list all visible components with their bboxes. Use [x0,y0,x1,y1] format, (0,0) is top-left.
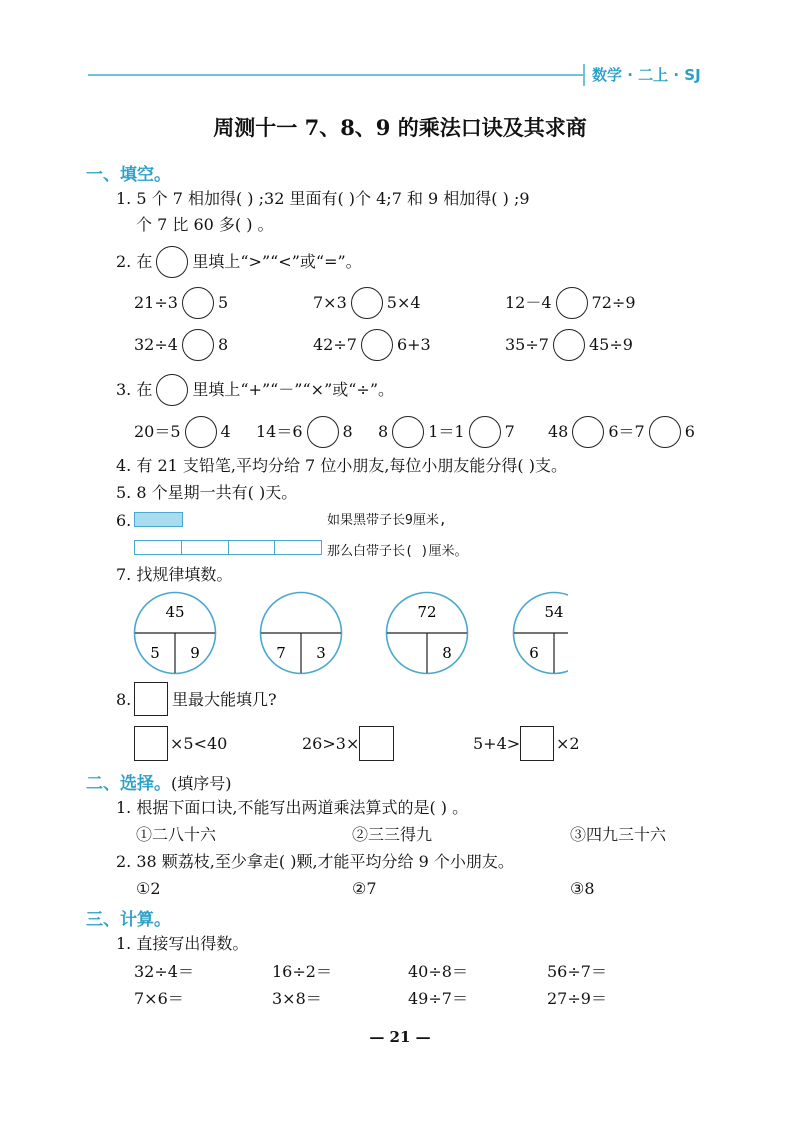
answer-circle-example [156,246,188,278]
s2-q1-option[interactable]: ③四九三十六 [570,825,667,844]
pattern-circle [135,593,216,674]
expr-right: 6 [684,422,695,441]
q7-instruction: 7. 找规律填数。 [116,565,233,584]
pattern-circle [514,593,569,674]
ribbon-divider [274,541,275,554]
expr-left: 7×3 [313,293,347,312]
expr-right: 8 [342,422,353,441]
q3-item [256,416,353,448]
answer-circle[interactable] [182,329,214,361]
header-tag: 数学 · 二上 · SJ [592,66,701,84]
circle-left-value: 7 [276,644,286,662]
calc-item: 32÷4＝ [134,962,194,981]
q3-instruction [116,374,394,406]
calc-item: 56÷7＝ [547,962,607,981]
q3-item [548,416,695,448]
section-2-heading [86,769,232,794]
q8-expr-3b: ×2 [556,734,580,753]
s2-q2: 2. 38 颗荔枝,至少拿走( )颗,才能平均分给 9 个小朋友。 [116,852,514,871]
answer-circle[interactable] [351,287,383,319]
answer-circle[interactable] [361,329,393,361]
answer-circle[interactable] [469,416,501,448]
section-2-title: 二、选择。 [86,774,171,794]
s2-q2-option[interactable]: ②7 [352,879,377,898]
circle-top-value: 54 [544,603,564,621]
circle-top-value: 72 [417,603,437,621]
expr-right: 4 [220,422,231,441]
answer-circle[interactable] [649,416,681,448]
q1-line1: 1. 5 个 7 相加得( ) ;32 里面有( )个 4;7 和 9 相加得( ) ;9 [116,189,530,208]
answer-circle[interactable] [185,416,217,448]
q4: 4. 有 21 支铅笔,平均分给 7 位小朋友,每位小朋友能分得( )支。 [116,456,567,475]
q2-prefix: 2. 在 [116,252,153,271]
q6-line1: 如果黑带子长9厘米, [327,513,447,528]
ribbon-divider [181,541,182,554]
q1-line2: 个 7 比 60 多( ) 。 [136,215,274,234]
q8-expr-1: ×5<40 [170,734,228,753]
q2-item [134,329,228,361]
section-2-note: (填序号) [171,774,232,793]
white-ribbon [134,540,322,555]
q8-expr-2: 26>3× [302,734,360,753]
q3-prefix: 3. 在 [116,380,153,399]
q8-number: 8. [116,690,132,709]
pattern-circle [387,593,468,674]
circle-right-value: 9 [190,644,200,662]
answer-box-example [134,682,168,716]
answer-circle[interactable] [307,416,339,448]
q2-item [313,329,431,361]
expr-left: 35÷7 [505,335,549,354]
q5: 5. 8 个星期一共有( )天。 [116,483,298,502]
expr-left: 14＝6 [256,422,303,441]
q8-expr-3a: 5+4> [473,734,521,753]
calc-item: 3×8＝ [272,989,322,1008]
circle-left-value: 6 [529,644,539,662]
expr-right: 6+3 [396,335,431,354]
expr-right: 5×4 [386,293,421,312]
calc-item: 49÷7＝ [408,989,468,1008]
expr-left: 12－4 [505,293,552,312]
answer-box[interactable] [520,726,554,761]
q6-line2: 那么白带子长( )厘米。 [327,544,468,559]
answer-circle-example [156,374,188,406]
expr-left: 21÷3 [134,293,178,312]
calc-item: 16÷2＝ [272,962,332,981]
circle-left-value: 5 [150,644,160,662]
page-number: — 21 — [369,1028,431,1046]
header-rule [88,74,583,76]
expr-right: 8 [217,335,229,354]
s2-q2-option[interactable]: ①2 [136,879,161,898]
q6-number: 6. [116,511,132,530]
section-3-heading: 三、计算。 [86,910,171,930]
answer-circle[interactable] [572,416,604,448]
black-ribbon [134,512,183,527]
q3-item [378,416,515,448]
answer-circle[interactable] [392,416,424,448]
section-1-heading: 一、填空。 [86,165,171,185]
ribbon-divider [228,541,229,554]
expr-left: 20＝5 [134,422,181,441]
q3-item [134,416,231,448]
circle-top-value: 45 [165,603,185,621]
q2-item [313,287,421,319]
expr-right: 5 [217,293,229,312]
answer-circle[interactable] [556,287,588,319]
page-title: 周测十一 7、8、9 的乘法口诀及其求商 [213,115,587,140]
calc-item: 27÷9＝ [547,989,607,1008]
q8-text: 里最大能填几? [172,690,277,709]
q3-suffix: 里填上“+”“－”“×”或“÷”。 [192,380,395,399]
expr-left: 48 [548,422,569,441]
expr-middle: 6＝7 [608,422,645,441]
expr-left: 32÷4 [134,335,178,354]
q2-item [134,287,228,319]
circle-right-value: 8 [442,644,452,662]
s2-q2-option[interactable]: ③8 [570,879,595,898]
circle-right-value: 3 [316,644,326,662]
q2-instruction [116,246,362,278]
q2-suffix: 里填上“>”“<”或“=”。 [192,252,362,271]
q2-item [505,329,633,361]
s3-q1: 1. 直接写出得数。 [116,934,249,953]
answer-circle[interactable] [553,329,585,361]
expr-right: 45÷9 [588,335,633,354]
q2-item [505,287,636,319]
pattern-circle [261,593,342,674]
expr-left: 8 [378,422,389,441]
calc-item: 40÷8＝ [408,962,468,981]
header-rule-divider [583,64,585,86]
s2-q1: 1. 根据下面口诀,不能写出两道乘法算式的是( ) 。 [116,798,469,817]
s2-q1-option[interactable]: ①二八十六 [136,825,217,844]
answer-box[interactable] [359,726,394,761]
answer-box[interactable] [134,726,168,761]
calc-item: 7×6＝ [134,989,184,1008]
expr-middle: 1＝1 [428,422,465,441]
answer-circle[interactable] [182,287,214,319]
expr-right: 72÷9 [591,293,636,312]
s2-q1-option[interactable]: ②三三得九 [352,825,433,844]
expr-right: 7 [504,422,515,441]
expr-left: 42÷7 [313,335,357,354]
pattern-circles [128,590,568,676]
